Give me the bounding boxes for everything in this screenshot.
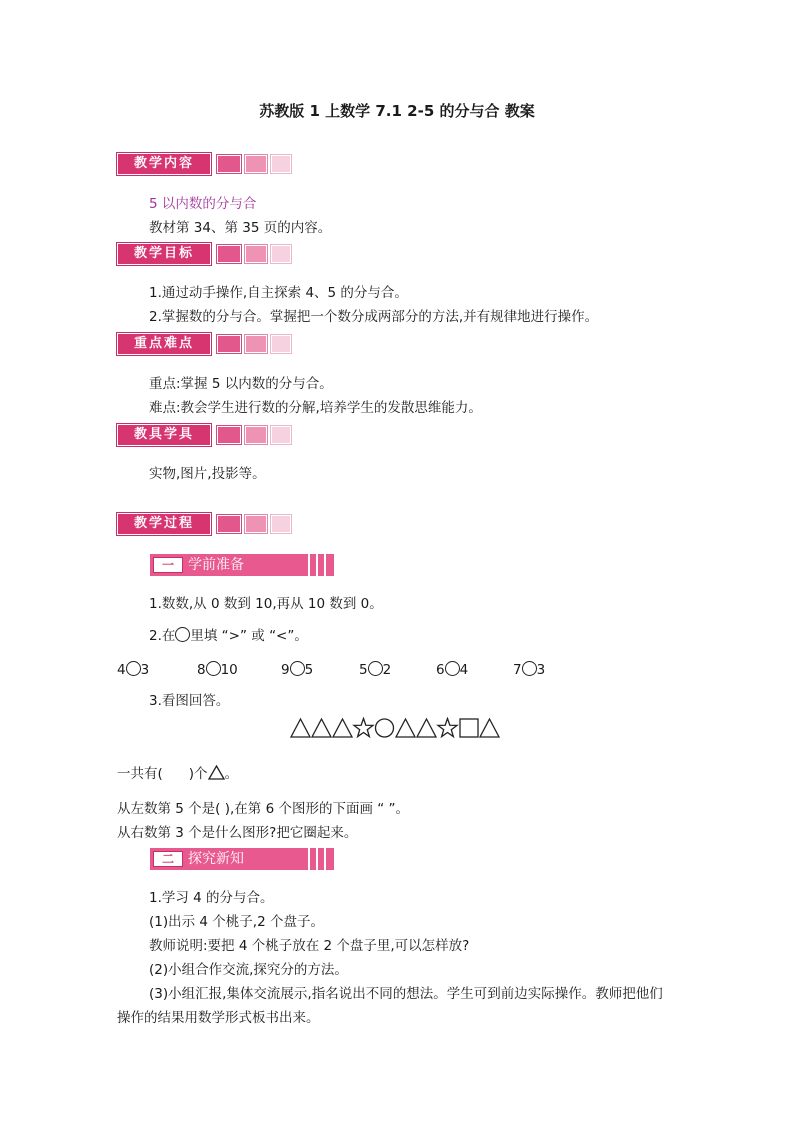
- triangle-icon: [291, 719, 310, 737]
- content-subtitle: 5 以内数的分与合: [149, 196, 257, 212]
- triangle-icon: [208, 765, 225, 780]
- banner-number: 一: [153, 557, 183, 573]
- answer-line-2: 从左数第 5 个是( ),在第 6 个图形的下面画 “ ”。: [117, 801, 410, 817]
- section-label: 教学目标: [117, 243, 211, 265]
- triangle-icon: [396, 719, 415, 737]
- circle-blank-icon: [368, 661, 383, 676]
- deco-square: [271, 245, 291, 263]
- deco-square: [245, 515, 267, 533]
- deco-square: [217, 515, 241, 533]
- explore-line-3: 教师说明:要把 4 个桃子放在 2 个盘子里,可以怎样放?: [149, 938, 470, 954]
- circle-blank-icon: [206, 661, 221, 676]
- compare-item: [436, 661, 468, 678]
- compare-item: [281, 661, 313, 678]
- deco-square: [217, 335, 241, 353]
- circle-blank-icon: [522, 661, 537, 676]
- star-icon: [354, 719, 373, 737]
- deco-square: [271, 155, 291, 173]
- compare-right: 3: [140, 662, 150, 678]
- explore-line-4: (2)小组合作交流,探究分的方法。: [149, 962, 348, 978]
- page-title: 苏教版 1 上数学 7.1 2-5 的分与合 教案: [259, 102, 535, 120]
- banner-number: 二: [153, 851, 183, 867]
- deco-square: [245, 245, 267, 263]
- triangle-icon: [312, 719, 331, 737]
- tools-text: 实物,图片,投影等。: [149, 466, 266, 482]
- section-label: 教学内容: [117, 153, 211, 175]
- banner-stripes: [306, 554, 334, 576]
- hard-point: 难点:教会学生进行数的分解,培养学生的发散思维能力。: [149, 400, 482, 416]
- deco-square: [271, 335, 291, 353]
- triangle-icon: [417, 719, 436, 737]
- square-icon: [460, 719, 478, 737]
- compare-left: 6: [436, 662, 445, 678]
- compare-left: 5: [359, 662, 368, 678]
- star-icon: [438, 719, 457, 737]
- answer-line-3: 从右数第 3 个是什么图形?把它圈起来。: [117, 825, 358, 841]
- subsection-banner-explore: [150, 848, 334, 870]
- section-label: 教学过程: [117, 513, 211, 535]
- compare-left: 7: [513, 662, 522, 678]
- key-point: 重点:掌握 5 以内数的分与合。: [149, 376, 333, 392]
- triangle-icon: [333, 719, 352, 737]
- banner-stripes: [306, 848, 334, 870]
- banner-label: 学前准备: [188, 557, 244, 573]
- compare-item: [513, 661, 545, 678]
- section-label: 重点难点: [117, 333, 211, 355]
- deco-square: [245, 155, 267, 173]
- goal-item-1: 1.通过动手操作,自主探索 4、5 的分与合。: [149, 285, 408, 301]
- compare-left: 8: [197, 662, 206, 678]
- ans1-suffix: )个: [188, 766, 208, 782]
- compare-right: 5: [304, 662, 314, 678]
- q2-suffix: 里填 “>” 或 “<”。: [190, 628, 308, 644]
- deco-square: [217, 245, 241, 263]
- circle-blank-icon: [445, 661, 460, 676]
- section-label: 教具学具: [117, 424, 211, 446]
- answer-line-1: 一共有( )个 。: [117, 766, 239, 782]
- circle-icon: [376, 719, 394, 737]
- shapes-row: [290, 717, 510, 739]
- explore-line-5: (3)小组汇报,集体交流展示,指名说出不同的想法。学生可到前边实际操作。教师把他们: [149, 986, 663, 1002]
- triangle-icon: [480, 719, 499, 737]
- compare-left: 9: [281, 662, 290, 678]
- explore-line-2: (1)出示 4 个桃子,2 个盘子。: [149, 914, 324, 930]
- banner-label: 探究新知: [188, 851, 244, 867]
- deco-square: [271, 426, 291, 444]
- deco-square: [271, 515, 291, 533]
- compare-item: [117, 661, 149, 678]
- circle-blank-icon: [175, 627, 190, 642]
- q2-prefix: 2.在: [149, 628, 176, 644]
- goal-item-2: 2.掌握数的分与合。掌握把一个数分成两部分的方法,并有规律地进行操作。: [149, 309, 599, 325]
- prep-q2: [149, 624, 308, 644]
- deco-square: [217, 155, 241, 173]
- deco-square: [217, 426, 241, 444]
- explore-line-6: 操作的结果用数学形式板书出来。: [117, 1010, 320, 1026]
- compare-left: 4: [117, 662, 126, 678]
- explore-line-1: 1.学习 4 的分与合。: [149, 890, 274, 906]
- circle-blank-icon: [126, 661, 141, 676]
- compare-item: [197, 661, 238, 678]
- prep-q1: 1.数数,从 0 数到 10,再从 10 数到 0。: [149, 596, 383, 612]
- compare-item: [359, 661, 391, 678]
- subsection-banner-prep: [150, 554, 334, 576]
- prep-q3: 3.看图回答。: [149, 693, 230, 709]
- circle-blank-icon: [290, 661, 305, 676]
- content-text: 教材第 34、第 35 页的内容。: [149, 220, 332, 236]
- deco-square: [245, 335, 267, 353]
- compare-right: 2: [382, 662, 392, 678]
- deco-square: [245, 426, 267, 444]
- compare-right: 10: [220, 662, 238, 678]
- compare-right: 4: [459, 662, 469, 678]
- compare-right: 3: [536, 662, 546, 678]
- ans1-prefix: 一共有(: [117, 766, 163, 782]
